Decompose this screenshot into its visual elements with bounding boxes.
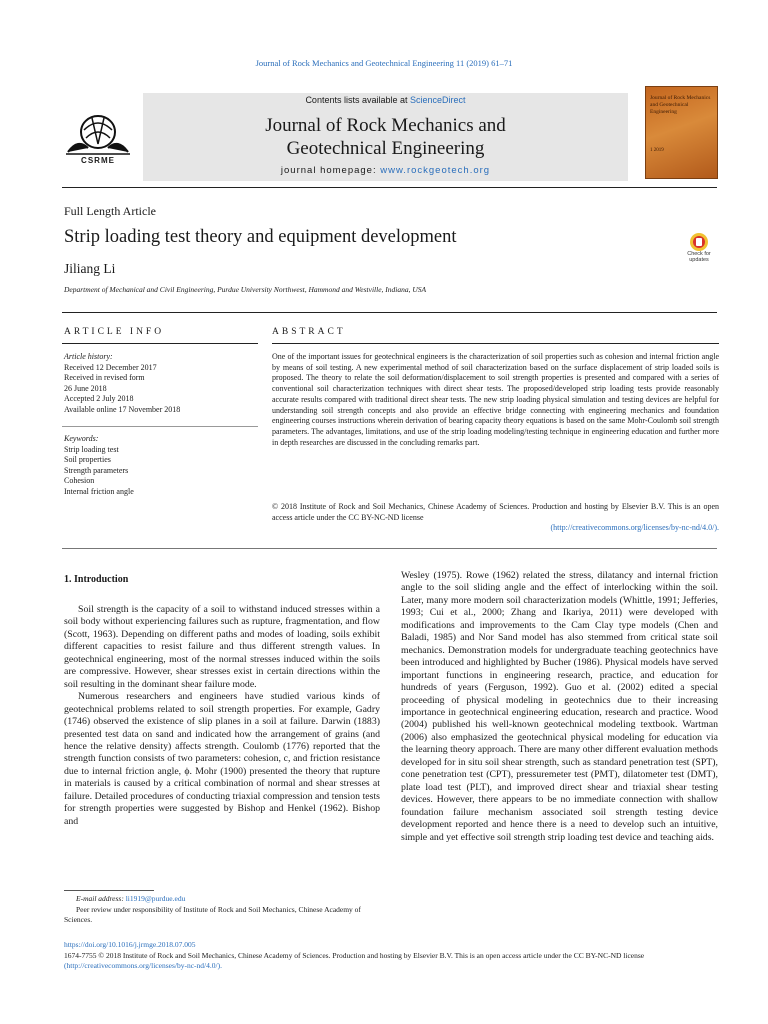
history-item: Available online 17 November 2018 [64, 404, 181, 414]
paragraph: Soil strength is the capacity of a soil to withstand induced stresses within a soil body without experiencing failures such as rupture, fragmentation, and flow (Scott, 1963). Depending on different paths and modes of loading, soils exhibit different capacities to resist failure and thus different strength values. In geotechnical engineering, most of the normal stresses induced within the soils are compressive. However, shear stresses exist in certain directions within the soil resulting in the dominant shear failure mode. [64, 604, 380, 690]
check-for-updates-label[interactable]: Check for updates [687, 251, 711, 263]
contents-line [143, 95, 628, 105]
keyword-item: Strength parameters [64, 465, 129, 475]
keywords [64, 434, 264, 498]
journal-title-line2: Geotechnical Engineering [286, 138, 485, 159]
paragraph: Numerous researchers and engineers have studied various kinds of geotechnical problems related to soil strength properties. For example, Gadry (1746) observed the existence of slip planes in a soil at failure. Darwin (1883) presented test data on sand and indicated how the arrangement of grains (and hence the relative density) affects strength. Coulomb (1776) reported that the strength function consists of two parameters: cohesion, c, and friction resistance due to internal friction angle, ϕ. Mohr (1900) presented the theory that rupture in materials is caused by a critical combination of normal and shear stresses at failure. Detailed procedures of conducting triaxial compression and tension tests for strength properties were suggested by Bishop and Henkel (1962). Bishop and [64, 691, 380, 827]
keyword-item: Cohesion [64, 476, 95, 486]
keywords-label: Keywords: [64, 434, 99, 443]
history-item: Received in revised form [64, 373, 145, 383]
article-title: Strip loading test theory and equipment development [64, 227, 457, 247]
footer-license-link[interactable]: (http://creativecommons.org/licenses/by-nc-nd/4.0/). [64, 961, 222, 970]
article-affiliation: Department of Mechanical and Civil Engineering, Purdue University Northwest, Hammond and Westville, Indiana, USA [64, 285, 427, 294]
copyright-text: © 2018 Institute of Rock and Soil Mechanics, Chinese Academy of Sciences. Production and hosting by Elsevier B.V. This is an open access article under the CC BY-NC-ND license [272, 502, 719, 522]
article-history [64, 352, 264, 416]
article-author: Jiliang Li [64, 261, 116, 276]
abstract-heading: ABSTRACT [272, 327, 346, 337]
footnote [64, 894, 380, 926]
keyword-item: Internal friction angle [64, 486, 134, 496]
abstract-rule [272, 343, 719, 344]
email-link[interactable]: li1919@purdue.edu [125, 894, 186, 903]
title-divider [62, 312, 717, 313]
sciencedirect-link[interactable]: ScienceDirect [410, 95, 466, 105]
abstract-copyright [272, 502, 719, 534]
history-label: Article history: [64, 352, 113, 361]
keywords-rule [62, 426, 258, 427]
issn-line: 1674-7755 © 2018 Institute of Rock and Soil Mechanics, Chinese Academy of Sciences. Production and hosting by Elsevier B.V. This is an open access article under the CC BY-NC-ND license [64, 950, 645, 960]
logo-text: CSRME [81, 156, 115, 165]
cover-issue: 1 2019 [650, 148, 664, 153]
article-info-rule [62, 343, 258, 344]
homepage-link[interactable]: www.rockgeotech.org [380, 165, 491, 176]
abstract-text: One of the important issues for geotechnical engineers is the characterization of soil properties such as cohesion and internal friction angle by means of soil testing. A new experimental method of soil characterization based on the surface displacement of strip loaded soils is proposed. The theory to relate the soil deformation/displacement to soil strength properties is presented and compared with a series of conventional soil characterization techniques with direct shear tests. The proposed/developed strip loading tests provide reasonably accurate results compared with traditional direct shear tests. The new strip loading physical simulation and testing devices are helpful for understanding soil strength concepts and also provide an effective bridge connecting with engineering mechanics and foundation engineering courses instructions wherein derivation of bearing capacity theory equations is based on the same Mohr-Coulomb soil strength parameters. The advantages, limitations, and use of the strip loading modeling/testing technique in engineering education and further more in depth researches are discussed in the concluding remarks part. [272, 352, 719, 447]
license-link[interactable]: (http://creativecommons.org/licenses/by-nc-nd/4.0/). [550, 523, 719, 533]
abstract-bottom-rule [62, 548, 717, 549]
journal-title-line1: Journal of Rock Mechanics and [265, 115, 506, 136]
cover-title: Journal of Rock Mechanics and Geotechnical Engineering [650, 95, 711, 115]
section-heading: 1. Introduction [64, 574, 129, 585]
keyword-item: Strip loading test [64, 444, 119, 454]
journal-reference[interactable]: Journal of Rock Mechanics and Geotechnical Engineering 11 (2019) 61–71 [255, 58, 513, 68]
history-item: Accepted 2 July 2018 [64, 394, 134, 404]
header-divider [62, 187, 717, 188]
doi-link[interactable]: https://doi.org/10.1016/j.jrmge.2018.07.005 [64, 940, 196, 949]
keyword-item: Soil properties [64, 455, 111, 465]
peer-review-note: Peer review under responsibility of Institute of Rock and Soil Mechanics, Chinese Academy of Sciences. [64, 904, 361, 924]
journal-title [143, 114, 628, 160]
journal-homepage [143, 165, 628, 176]
article-info-heading: ARTICLE INFO [64, 327, 165, 337]
homepage-prefix: journal homepage: [280, 165, 377, 176]
article-category: Full Length Article [64, 204, 156, 218]
paragraph: Wesley (1975). Rowe (1962) related the stress, dilatancy and internal friction angle to the soil sliding angle and the effect of interlocking within the soil. Later, many more modern soil characterization models (Whittle, 1991; Jefferies, 1993; Cui et al., 2000; Zhang and Ikariya, 2011) were developed with modifications and improvements to the Cam Clay type models (Chen and Baladi, 1985) and Nor Sand model has also stemmed from critical state soil mechanics. Demonstration models for undergraduate teaching geotechnics have been introduced and highlighted by Bucher (1986). Physical models have served important functions in engineering research, practice, and education for hundreds of years (Ferguson, 1992). Guo et al. (2002) edited a special proceeding of physical modeling in geotechnics due to their increasing importance in geotechnical engineering education, research and practice. Wood (2004) published his well-known geotechnical modeling textbook. Wartman (2006) also emphasized the geotechnical physical modeling for education via the learning theory approach. There are many other different evaluation methods developed for in situ soil shear strength, such as standard penetration test (SPT), cone penetration test (CPT), pressuremeter test (PMT), dilatometer test (DMT), plate load test (PLT), and improved direct shear and triaxial shear testing devices. However, there appears to be no immediate connection with shallow foundation failure mechanism associated soil strength testing device development reported and hence there is a need to develop such an intuitive, simple and yet effective soil strength strip loading test device and teaching aids. [401, 570, 718, 843]
body-column-right [401, 570, 718, 844]
contents-prefix: Contents lists available at [305, 95, 408, 105]
history-item: Received 12 December 2017 [64, 362, 157, 372]
email-label: E-mail address: [76, 894, 124, 903]
footnote-rule [64, 890, 154, 891]
page-footer [64, 940, 719, 972]
body-column-left [64, 604, 380, 828]
history-item: 26 June 2018 [64, 383, 107, 393]
